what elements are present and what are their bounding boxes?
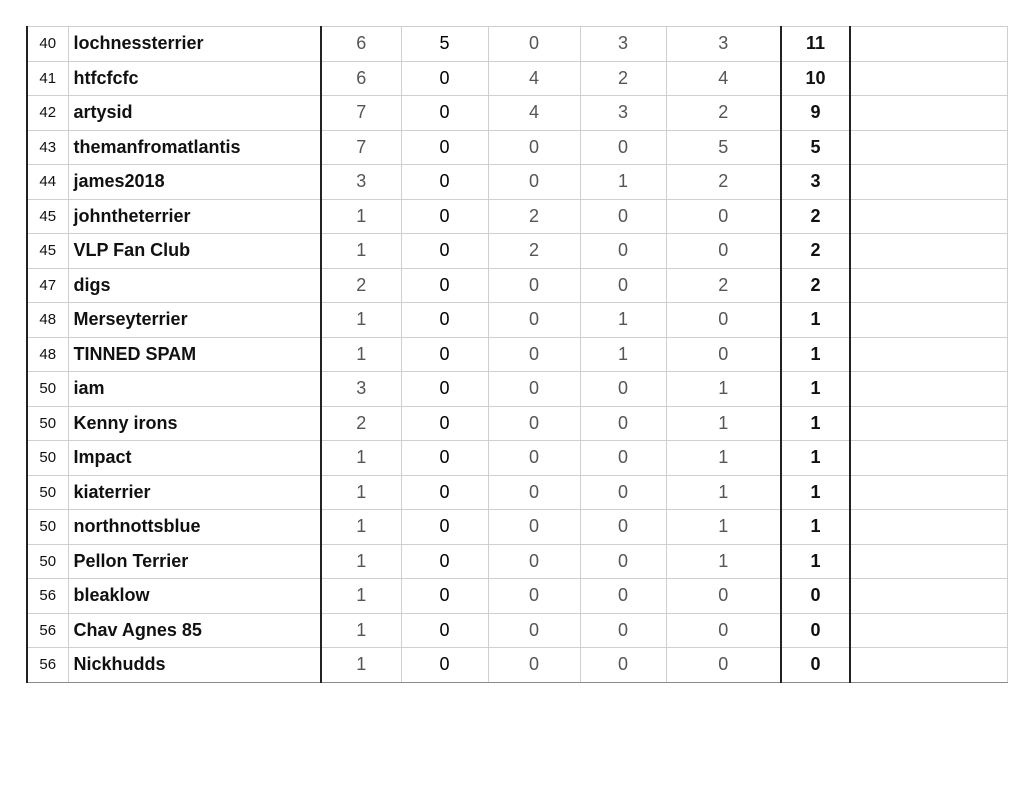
total-points-cell: 0 [781,613,850,648]
score-cell-1: 1 [321,648,401,683]
score-cell-2: 0 [401,96,488,131]
empty-cell [850,61,1007,96]
total-points-cell: 11 [781,27,850,62]
empty-cell [850,648,1007,683]
table-row [27,61,1007,96]
score-cell-1: 6 [321,27,401,62]
total-points-cell: 1 [781,441,850,476]
table-row [27,96,1007,131]
score-cell-1: 7 [321,130,401,165]
score-cell-3: 2 [488,234,580,269]
score-cell-2: 0 [401,165,488,200]
table-row [27,337,1007,372]
score-cell-3: 4 [488,61,580,96]
score-cell-1: 7 [321,96,401,131]
score-cell-4: 1 [580,337,666,372]
score-cell-2: 5 [401,27,488,62]
score-cell-4: 1 [580,303,666,338]
position-cell: 43 [27,130,68,165]
score-cell-3: 0 [488,475,580,510]
position-cell: 50 [27,441,68,476]
player-name-cell: bleaklow [68,579,321,614]
empty-cell [850,337,1007,372]
table-row [27,406,1007,441]
score-cell-5: 1 [666,510,781,545]
score-cell-2: 0 [401,544,488,579]
empty-cell [850,475,1007,510]
player-name-cell: TINNED SPAM [68,337,321,372]
score-cell-3: 0 [488,579,580,614]
score-cell-4: 0 [580,579,666,614]
total-points-cell: 1 [781,544,850,579]
player-name-cell: kiaterrier [68,475,321,510]
player-name-cell: Kenny irons [68,406,321,441]
score-cell-5: 0 [666,234,781,269]
empty-cell [850,372,1007,407]
score-cell-2: 0 [401,199,488,234]
table-row [27,648,1007,683]
score-cell-1: 2 [321,406,401,441]
total-points-cell: 10 [781,61,850,96]
empty-cell [850,27,1007,62]
position-cell: 45 [27,199,68,234]
score-cell-2: 0 [401,337,488,372]
empty-cell [850,441,1007,476]
position-cell: 50 [27,510,68,545]
table-row [27,268,1007,303]
total-points-cell: 9 [781,96,850,131]
empty-cell [850,613,1007,648]
score-cell-3: 0 [488,372,580,407]
position-cell: 56 [27,648,68,683]
league-table [26,26,1008,683]
total-points-cell: 2 [781,268,850,303]
score-cell-2: 0 [401,613,488,648]
score-cell-5: 0 [666,579,781,614]
score-cell-3: 0 [488,337,580,372]
score-cell-4: 3 [580,27,666,62]
score-cell-2: 0 [401,406,488,441]
score-cell-4: 0 [580,372,666,407]
score-cell-5: 1 [666,475,781,510]
score-cell-5: 3 [666,27,781,62]
score-cell-2: 0 [401,579,488,614]
position-cell: 48 [27,337,68,372]
league-table-body [27,27,1007,683]
score-cell-3: 0 [488,648,580,683]
score-cell-3: 0 [488,165,580,200]
score-cell-1: 1 [321,475,401,510]
position-cell: 47 [27,268,68,303]
score-cell-3: 0 [488,406,580,441]
score-cell-1: 1 [321,579,401,614]
score-cell-5: 0 [666,303,781,338]
table-row [27,441,1007,476]
table-row [27,165,1007,200]
score-cell-4: 0 [580,199,666,234]
player-name-cell: VLP Fan Club [68,234,321,269]
table-row [27,579,1007,614]
total-points-cell: 3 [781,165,850,200]
score-cell-3: 4 [488,96,580,131]
score-cell-2: 0 [401,234,488,269]
score-cell-2: 0 [401,303,488,338]
score-cell-4: 2 [580,61,666,96]
score-cell-5: 2 [666,96,781,131]
score-cell-1: 2 [321,268,401,303]
position-cell: 50 [27,406,68,441]
score-cell-4: 0 [580,475,666,510]
score-cell-5: 0 [666,613,781,648]
total-points-cell: 1 [781,475,850,510]
empty-cell [850,406,1007,441]
position-cell: 48 [27,303,68,338]
total-points-cell: 1 [781,510,850,545]
table-row [27,544,1007,579]
score-cell-2: 0 [401,130,488,165]
score-cell-3: 0 [488,268,580,303]
table-row [27,510,1007,545]
player-name-cell: htfcfcfc [68,61,321,96]
position-cell: 41 [27,61,68,96]
score-cell-1: 3 [321,165,401,200]
player-name-cell: johntheterrier [68,199,321,234]
total-points-cell: 1 [781,303,850,338]
total-points-cell: 1 [781,406,850,441]
player-name-cell: Impact [68,441,321,476]
score-cell-3: 0 [488,544,580,579]
total-points-cell: 2 [781,234,850,269]
position-cell: 56 [27,613,68,648]
total-points-cell: 5 [781,130,850,165]
score-cell-1: 1 [321,234,401,269]
score-cell-4: 0 [580,234,666,269]
score-cell-5: 2 [666,165,781,200]
score-cell-4: 0 [580,544,666,579]
empty-cell [850,510,1007,545]
score-cell-2: 0 [401,268,488,303]
position-cell: 40 [27,27,68,62]
table-row [27,613,1007,648]
score-cell-1: 1 [321,613,401,648]
score-cell-4: 1 [580,165,666,200]
position-cell: 50 [27,544,68,579]
empty-cell [850,268,1007,303]
empty-cell [850,165,1007,200]
score-cell-3: 0 [488,613,580,648]
score-cell-2: 0 [401,475,488,510]
score-cell-4: 0 [580,648,666,683]
score-cell-4: 0 [580,441,666,476]
player-name-cell: james2018 [68,165,321,200]
table-row [27,130,1007,165]
score-cell-2: 0 [401,61,488,96]
player-name-cell: iam [68,372,321,407]
table-row [27,475,1007,510]
score-cell-4: 0 [580,510,666,545]
score-cell-2: 0 [401,441,488,476]
player-name-cell: digs [68,268,321,303]
score-cell-4: 0 [580,268,666,303]
score-cell-2: 0 [401,510,488,545]
score-cell-1: 1 [321,441,401,476]
score-cell-5: 0 [666,648,781,683]
score-cell-1: 1 [321,199,401,234]
score-cell-3: 0 [488,441,580,476]
score-cell-5: 4 [666,61,781,96]
score-cell-1: 1 [321,303,401,338]
empty-cell [850,96,1007,131]
score-cell-1: 3 [321,372,401,407]
player-name-cell: Pellon Terrier [68,544,321,579]
table-row [27,372,1007,407]
player-name-cell: artysid [68,96,321,131]
score-cell-5: 1 [666,372,781,407]
score-cell-1: 6 [321,61,401,96]
player-name-cell: Nickhudds [68,648,321,683]
score-cell-3: 0 [488,510,580,545]
table-row [27,199,1007,234]
total-points-cell: 1 [781,337,850,372]
score-cell-5: 1 [666,544,781,579]
score-cell-1: 1 [321,544,401,579]
position-cell: 50 [27,372,68,407]
empty-cell [850,130,1007,165]
total-points-cell: 0 [781,648,850,683]
player-name-cell: Merseyterrier [68,303,321,338]
table-row [27,303,1007,338]
score-cell-1: 1 [321,337,401,372]
score-cell-5: 1 [666,406,781,441]
total-points-cell: 2 [781,199,850,234]
score-cell-4: 0 [580,130,666,165]
total-points-cell: 1 [781,372,850,407]
empty-cell [850,579,1007,614]
total-points-cell: 0 [781,579,850,614]
score-cell-5: 0 [666,199,781,234]
player-name-cell: themanfromatlantis [68,130,321,165]
table-row [27,234,1007,269]
player-name-cell: Chav Agnes 85 [68,613,321,648]
score-cell-5: 1 [666,441,781,476]
position-cell: 45 [27,234,68,269]
score-cell-5: 0 [666,337,781,372]
table-row [27,27,1007,62]
empty-cell [850,544,1007,579]
score-cell-4: 0 [580,613,666,648]
score-cell-3: 2 [488,199,580,234]
empty-cell [850,199,1007,234]
score-cell-1: 1 [321,510,401,545]
score-cell-4: 3 [580,96,666,131]
empty-cell [850,303,1007,338]
position-cell: 42 [27,96,68,131]
score-cell-2: 0 [401,648,488,683]
score-cell-5: 2 [666,268,781,303]
empty-cell [850,234,1007,269]
player-name-cell: lochnessterrier [68,27,321,62]
player-name-cell: northnottsblue [68,510,321,545]
score-cell-3: 0 [488,303,580,338]
position-cell: 44 [27,165,68,200]
score-cell-4: 0 [580,406,666,441]
score-cell-3: 0 [488,130,580,165]
score-cell-5: 5 [666,130,781,165]
score-cell-3: 0 [488,27,580,62]
position-cell: 56 [27,579,68,614]
position-cell: 50 [27,475,68,510]
score-cell-2: 0 [401,372,488,407]
